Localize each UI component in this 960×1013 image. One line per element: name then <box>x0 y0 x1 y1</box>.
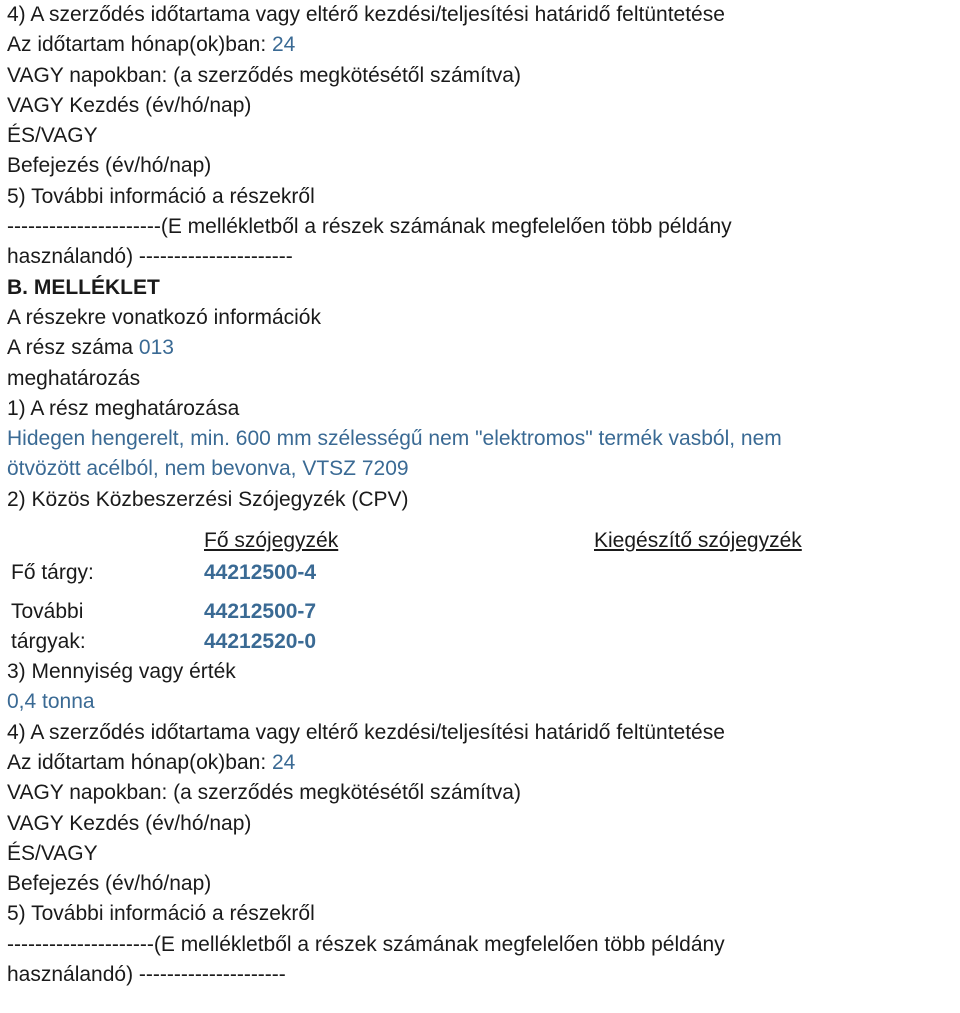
duration-months-value: 24 <box>272 33 296 57</box>
start-date-line: VAGY Kezdés (év/hó/nap) <box>7 93 252 117</box>
cpv-main-header: Fő szójegyzék <box>204 529 339 553</box>
annex-subtitle: A részekre vonatkozó információk <box>7 305 321 329</box>
cpv-table-header <box>7 515 957 553</box>
document <box>7 0 957 990</box>
part-definition-title: 1) A rész meghatározása <box>7 396 240 420</box>
quantity-value: 0,4 tonna <box>7 690 95 714</box>
separator-line-2: használandó) --------------------- <box>7 963 286 987</box>
main-object-label: Fő tárgy: <box>11 561 94 585</box>
duration-days-line: VAGY napokban: (a szerződés megkötésétől számítva) <box>7 781 521 805</box>
duration-months-value: 24 <box>272 750 296 774</box>
cpv-additional-objects-row <box>7 593 957 657</box>
start-date-line: VAGY Kezdés (év/hó/nap) <box>7 811 252 835</box>
section-4-title: 4) A szerződés időtartama vagy eltérő kezdési/teljesítési határidő feltüntetése <box>7 3 725 26</box>
additional-object-code: 44212500-7 <box>204 600 317 624</box>
end-date-line: Befejezés (év/hó/nap) <box>7 154 212 178</box>
part-description-line-1: Hidegen hengerelt, min. 600 mm szélességű nem "elektromos" termék vasból, nem <box>7 427 782 451</box>
cpv-title: 2) Közös Közbeszerzési Szójegyzék (CPV) <box>7 487 409 511</box>
additional-object-code: 44212520-0 <box>204 630 317 654</box>
additional-objects-label-1: További <box>11 600 84 624</box>
part-number-value: 013 <box>138 336 174 360</box>
separator-line-2: használandó) ---------------------- <box>7 245 293 269</box>
annex-title: B. MELLÉKLET <box>7 275 160 299</box>
duration-months-row <box>7 748 957 778</box>
part-description-line-2: ötvözött acélból, nem bevonva, VTSZ 7209 <box>7 457 409 481</box>
section-5-title: 5) További információ a részekről <box>7 902 315 926</box>
separator-line-1: ---------------------(E mellékletből a részek számának megfelelően több példány <box>7 932 725 956</box>
additional-objects-label-2: tárgyak: <box>11 630 86 654</box>
duration-months-row <box>7 30 957 60</box>
part-number-label: A rész száma <box>7 336 134 360</box>
and-or-line: ÉS/VAGY <box>7 841 98 865</box>
main-object-code: 44212500-4 <box>204 561 317 585</box>
quantity-title: 3) Mennyiség vagy érték <box>7 660 236 684</box>
duration-months-label: Az időtartam hónap(ok)ban: <box>7 750 267 774</box>
duration-months-label: Az időtartam hónap(ok)ban: <box>7 33 267 57</box>
section-5-title: 5) További információ a részekről <box>7 184 315 208</box>
end-date-line: Befejezés (év/hó/nap) <box>7 872 212 896</box>
definition-label: meghatározás <box>7 366 141 390</box>
and-or-line: ÉS/VAGY <box>7 124 98 148</box>
part-number-row <box>7 333 957 363</box>
cpv-supplementary-header: Kiegészítő szójegyzék <box>594 529 802 553</box>
duration-days-line: VAGY napokban: (a szerződés megkötésétől számítva) <box>7 63 521 87</box>
separator-line-1: ----------------------(E mellékletből a részek számának megfelelően több példány <box>7 215 732 239</box>
cpv-main-object-row <box>7 553 957 593</box>
section-4-title: 4) A szerződés időtartama vagy eltérő kezdési/teljesítési határidő feltüntetése <box>7 720 725 744</box>
